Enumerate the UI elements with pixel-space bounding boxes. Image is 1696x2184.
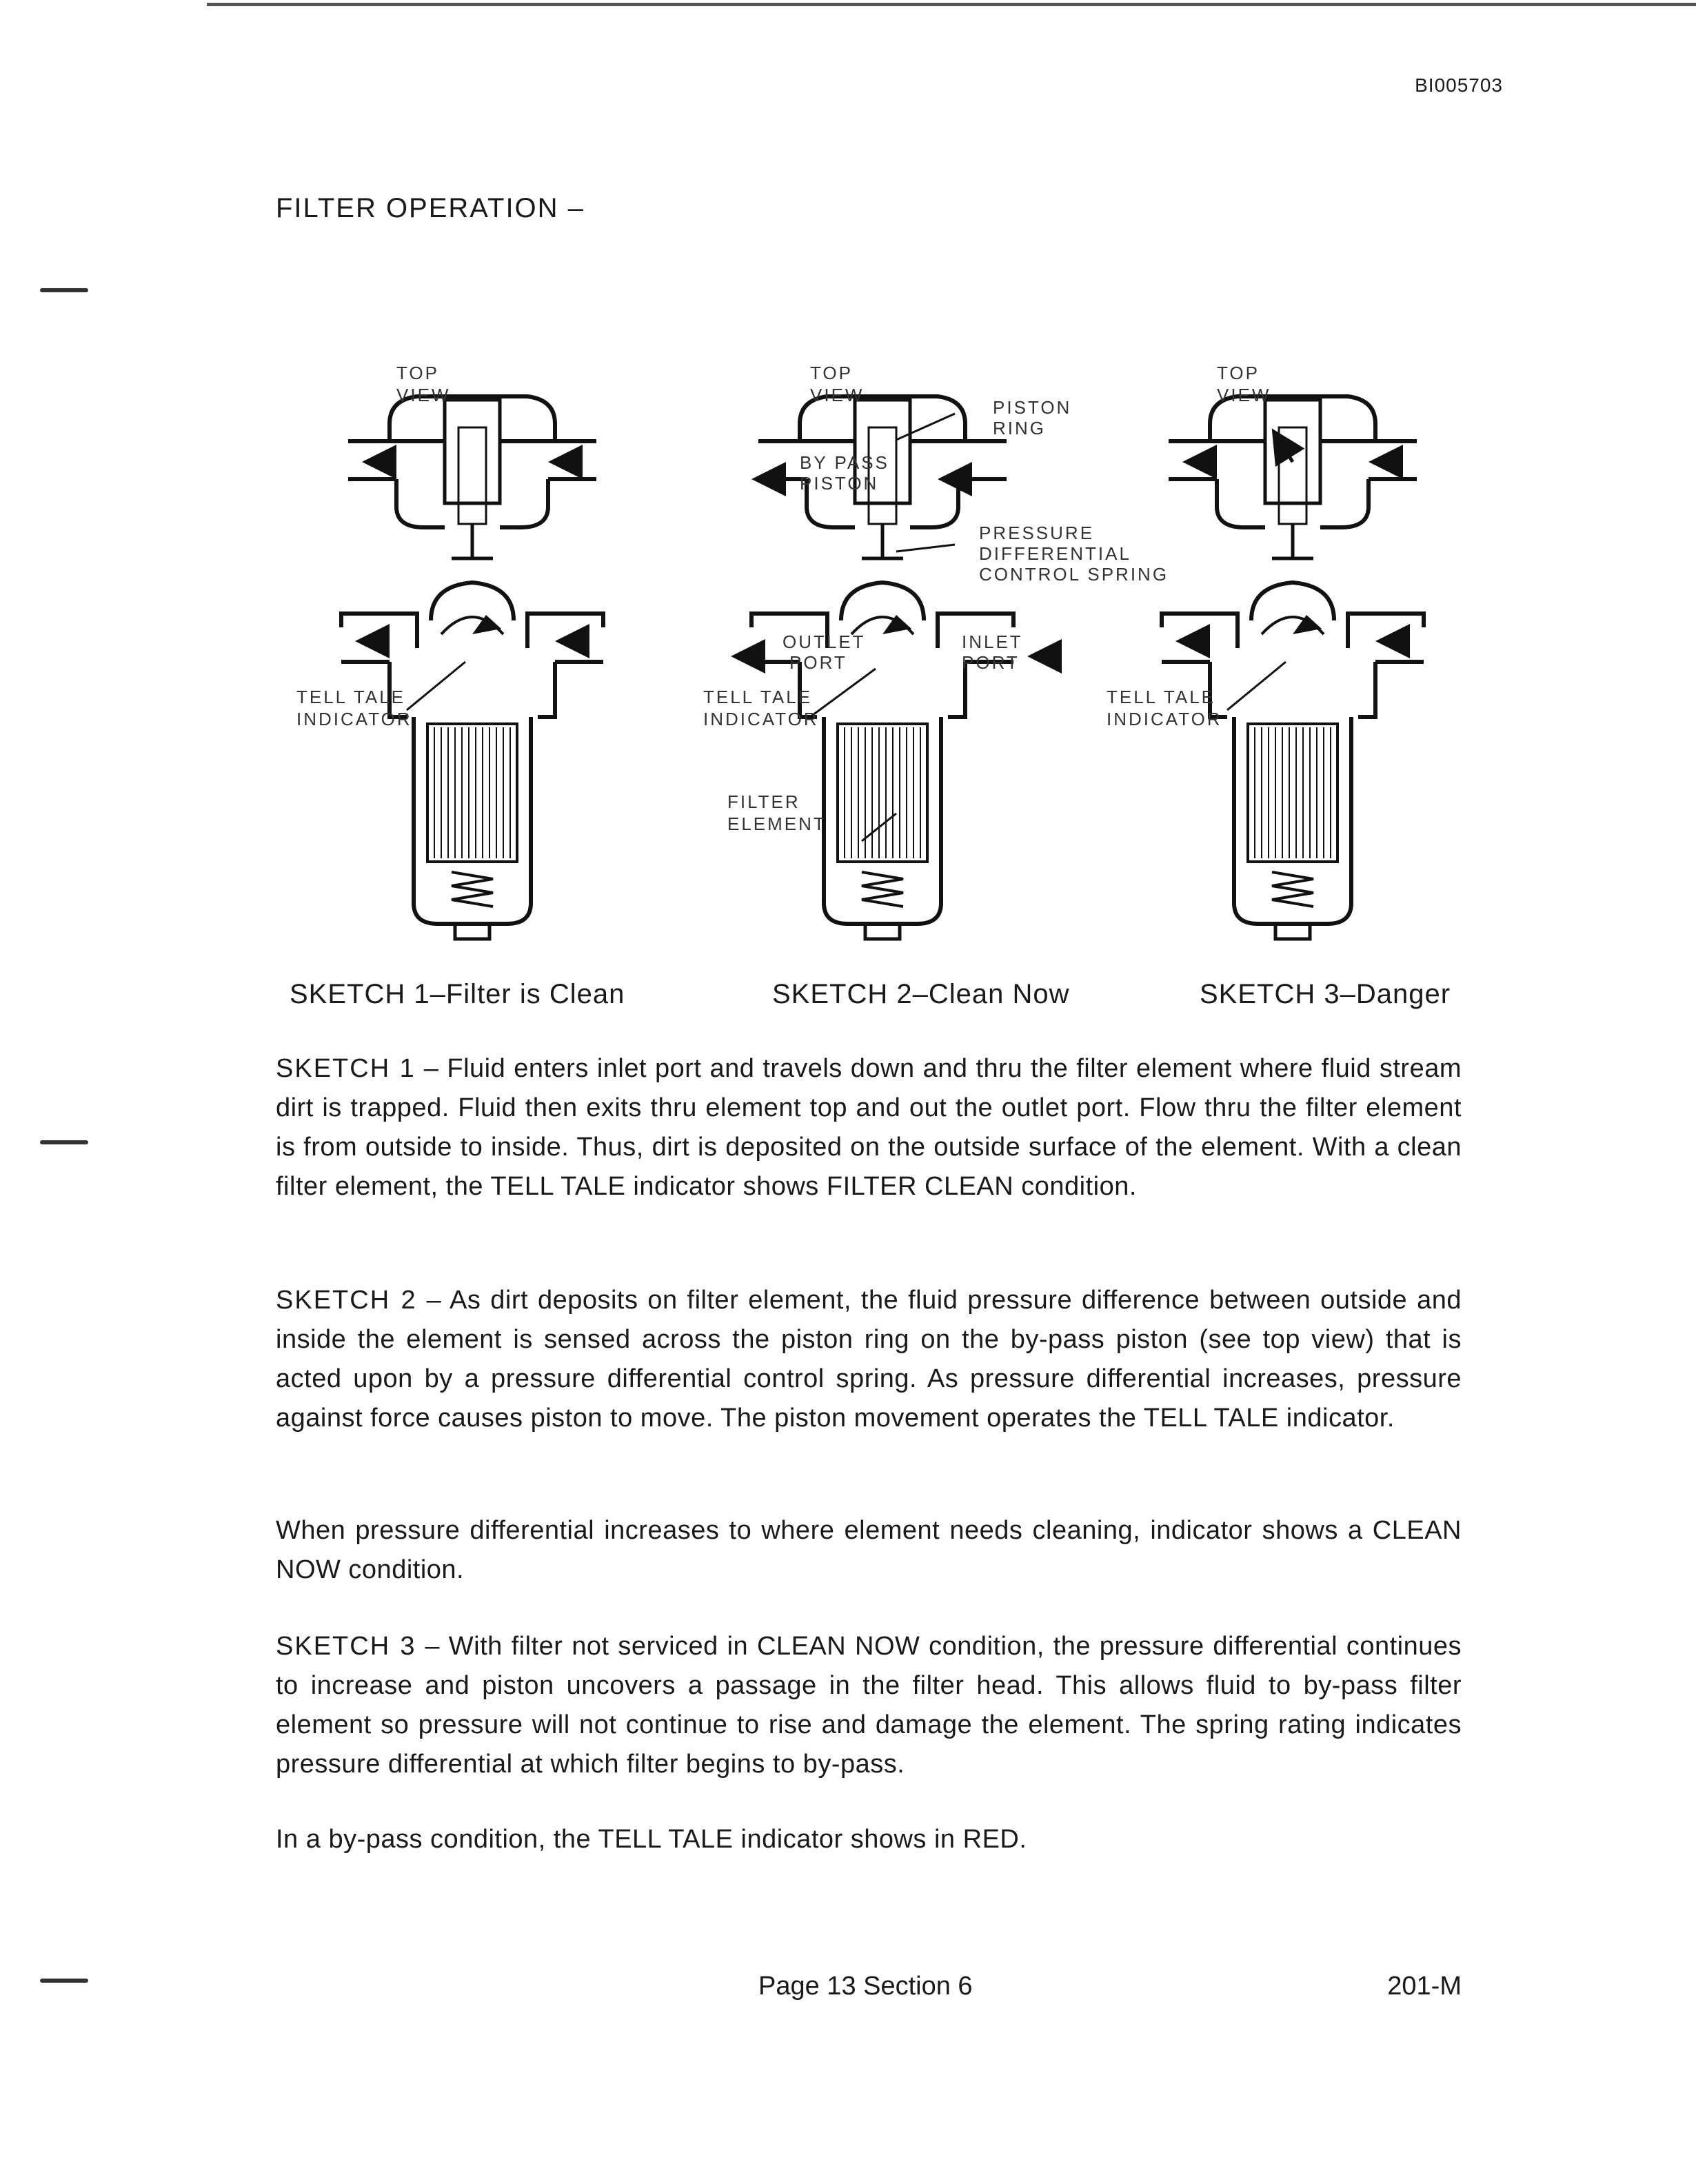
sketch3-top-view-label-2: VIEW <box>1217 385 1271 405</box>
sketch-2-caption <box>772 979 1070 1010</box>
document-id: BI005703 <box>1415 74 1503 96</box>
sketch2-filter-element-label-1: FILTER <box>727 791 800 812</box>
sketch1-top-view-label-1: TOP <box>396 363 439 383</box>
filter-sketches <box>276 358 1489 951</box>
paragraph-lead: SKETCH 1 <box>276 1054 416 1083</box>
sketch-3-diagram <box>1162 396 1424 939</box>
paragraph-bypass <box>276 1820 1462 1859</box>
sketch-1-caption <box>290 979 625 1010</box>
sketch1-tell-tale-label-1: TELL TALE <box>296 687 406 707</box>
paragraph-text: – Fluid enters inlet port and travels down and thru the filter element where fluid stream dirt is trapped. Fluid then exits thru element top and out the outlet port. Flow thru the filter element is from outside to inside. Thus, dirt is deposited on the outside surface of the element. With a clean filter element, the TELL TALE indicator shows FILTER CLEAN condition. <box>276 1054 1462 1201</box>
paragraph-lead: SKETCH 3 <box>276 1632 416 1661</box>
sketch2-piston-ring-label-2: RING <box>993 418 1046 438</box>
sketch3-top-view-label-1: TOP <box>1217 363 1260 383</box>
sketch2-top-view-label-1: TOP <box>810 363 853 383</box>
sketch2-outlet-port-label-2: PORT <box>789 652 847 673</box>
sketch-1-diagram <box>341 396 603 939</box>
caption-text: –Clean Now <box>912 979 1070 1009</box>
caption-lead: SKETCH 1 <box>290 979 430 1009</box>
top-rule <box>207 3 1696 6</box>
filter-sketches-svg <box>276 358 1489 951</box>
caption-lead: SKETCH 3 <box>1200 979 1340 1009</box>
page-title: FILTER OPERATION – <box>276 193 585 223</box>
margin-mark <box>40 1140 88 1144</box>
sketch-3-caption <box>1200 979 1451 1010</box>
sketch2-filter-element-label-2: ELEMENT <box>727 813 827 834</box>
paragraph-clean-now <box>276 1511 1462 1590</box>
sketch2-pressure-spring-label-2: DIFFERENTIAL <box>979 543 1131 564</box>
caption-text: –Filter is Clean <box>430 979 625 1009</box>
sketch1-tell-tale-label-2: INDICATOR <box>296 709 412 729</box>
paragraph-text: – As dirt deposits on filter element, the fluid pressure difference between outside and inside the element is sensed across the piston ring on the by-pass piston (see top view) that is acted upon by a pressure differential control spring. As pressure differential increases, pressure against force causes piston to move. The piston movement operates the TELL TALE indicator. <box>276 1286 1462 1433</box>
sketch2-tell-tale-label-2: INDICATOR <box>703 709 819 729</box>
sketch2-inlet-port-label-1: INLET <box>962 631 1023 652</box>
sketch2-by-pass-piston-label-2: PISTON <box>800 473 879 494</box>
sketch2-by-pass-piston-label-1: BY PASS <box>800 452 889 473</box>
sketch3-tell-tale-label-2: INDICATOR <box>1107 709 1222 729</box>
caption-text: –Danger <box>1340 979 1451 1009</box>
paragraph-text: In a by-pass condition, the TELL TALE indicator shows in RED. <box>276 1825 1027 1854</box>
sketch2-tell-tale-label-1: TELL TALE <box>703 687 813 707</box>
paragraph-lead: SKETCH 2 <box>276 1286 417 1315</box>
sketch2-top-view-label-2: VIEW <box>810 385 865 405</box>
sketch2-pressure-spring-label-3: CONTROL SPRING <box>979 564 1169 585</box>
paragraph-text: When pressure differential increases to where element needs cleaning, indicator shows a CLEAN NOW condition. <box>276 1516 1462 1584</box>
sketch3-tell-tale-label-1: TELL TALE <box>1107 687 1216 707</box>
paragraph-sketch-2 <box>276 1281 1462 1438</box>
margin-mark <box>40 288 88 292</box>
paragraph-sketch-1 <box>276 1049 1462 1206</box>
sketch1-top-view-label-2: VIEW <box>396 385 451 405</box>
paragraph-sketch-3 <box>276 1627 1462 1784</box>
sketch2-inlet-port-label-2: PORT <box>962 652 1020 673</box>
footer-page-number: Page 13 Section 6 <box>758 1972 973 2001</box>
sketch2-outlet-port-label-1: OUTLET <box>783 631 866 652</box>
sketch2-piston-ring-label-1: PISTON <box>993 397 1072 418</box>
margin-mark <box>40 1979 88 1983</box>
sketch2-pressure-spring-label-1: PRESSURE <box>979 523 1095 543</box>
caption-lead: SKETCH 2 <box>772 979 913 1009</box>
paragraph-text: – With filter not serviced in CLEAN NOW condition, the pressure differential continues to increase and piston uncovers a passage in the filter head. This allows fluid to by-pass filter element so pressure will not continue to rise and damage the element. The spring rating indicates pressure differential at which filter begins to by-pass. <box>276 1632 1462 1779</box>
footer-doc-code: 201-M <box>1387 1972 1462 2001</box>
